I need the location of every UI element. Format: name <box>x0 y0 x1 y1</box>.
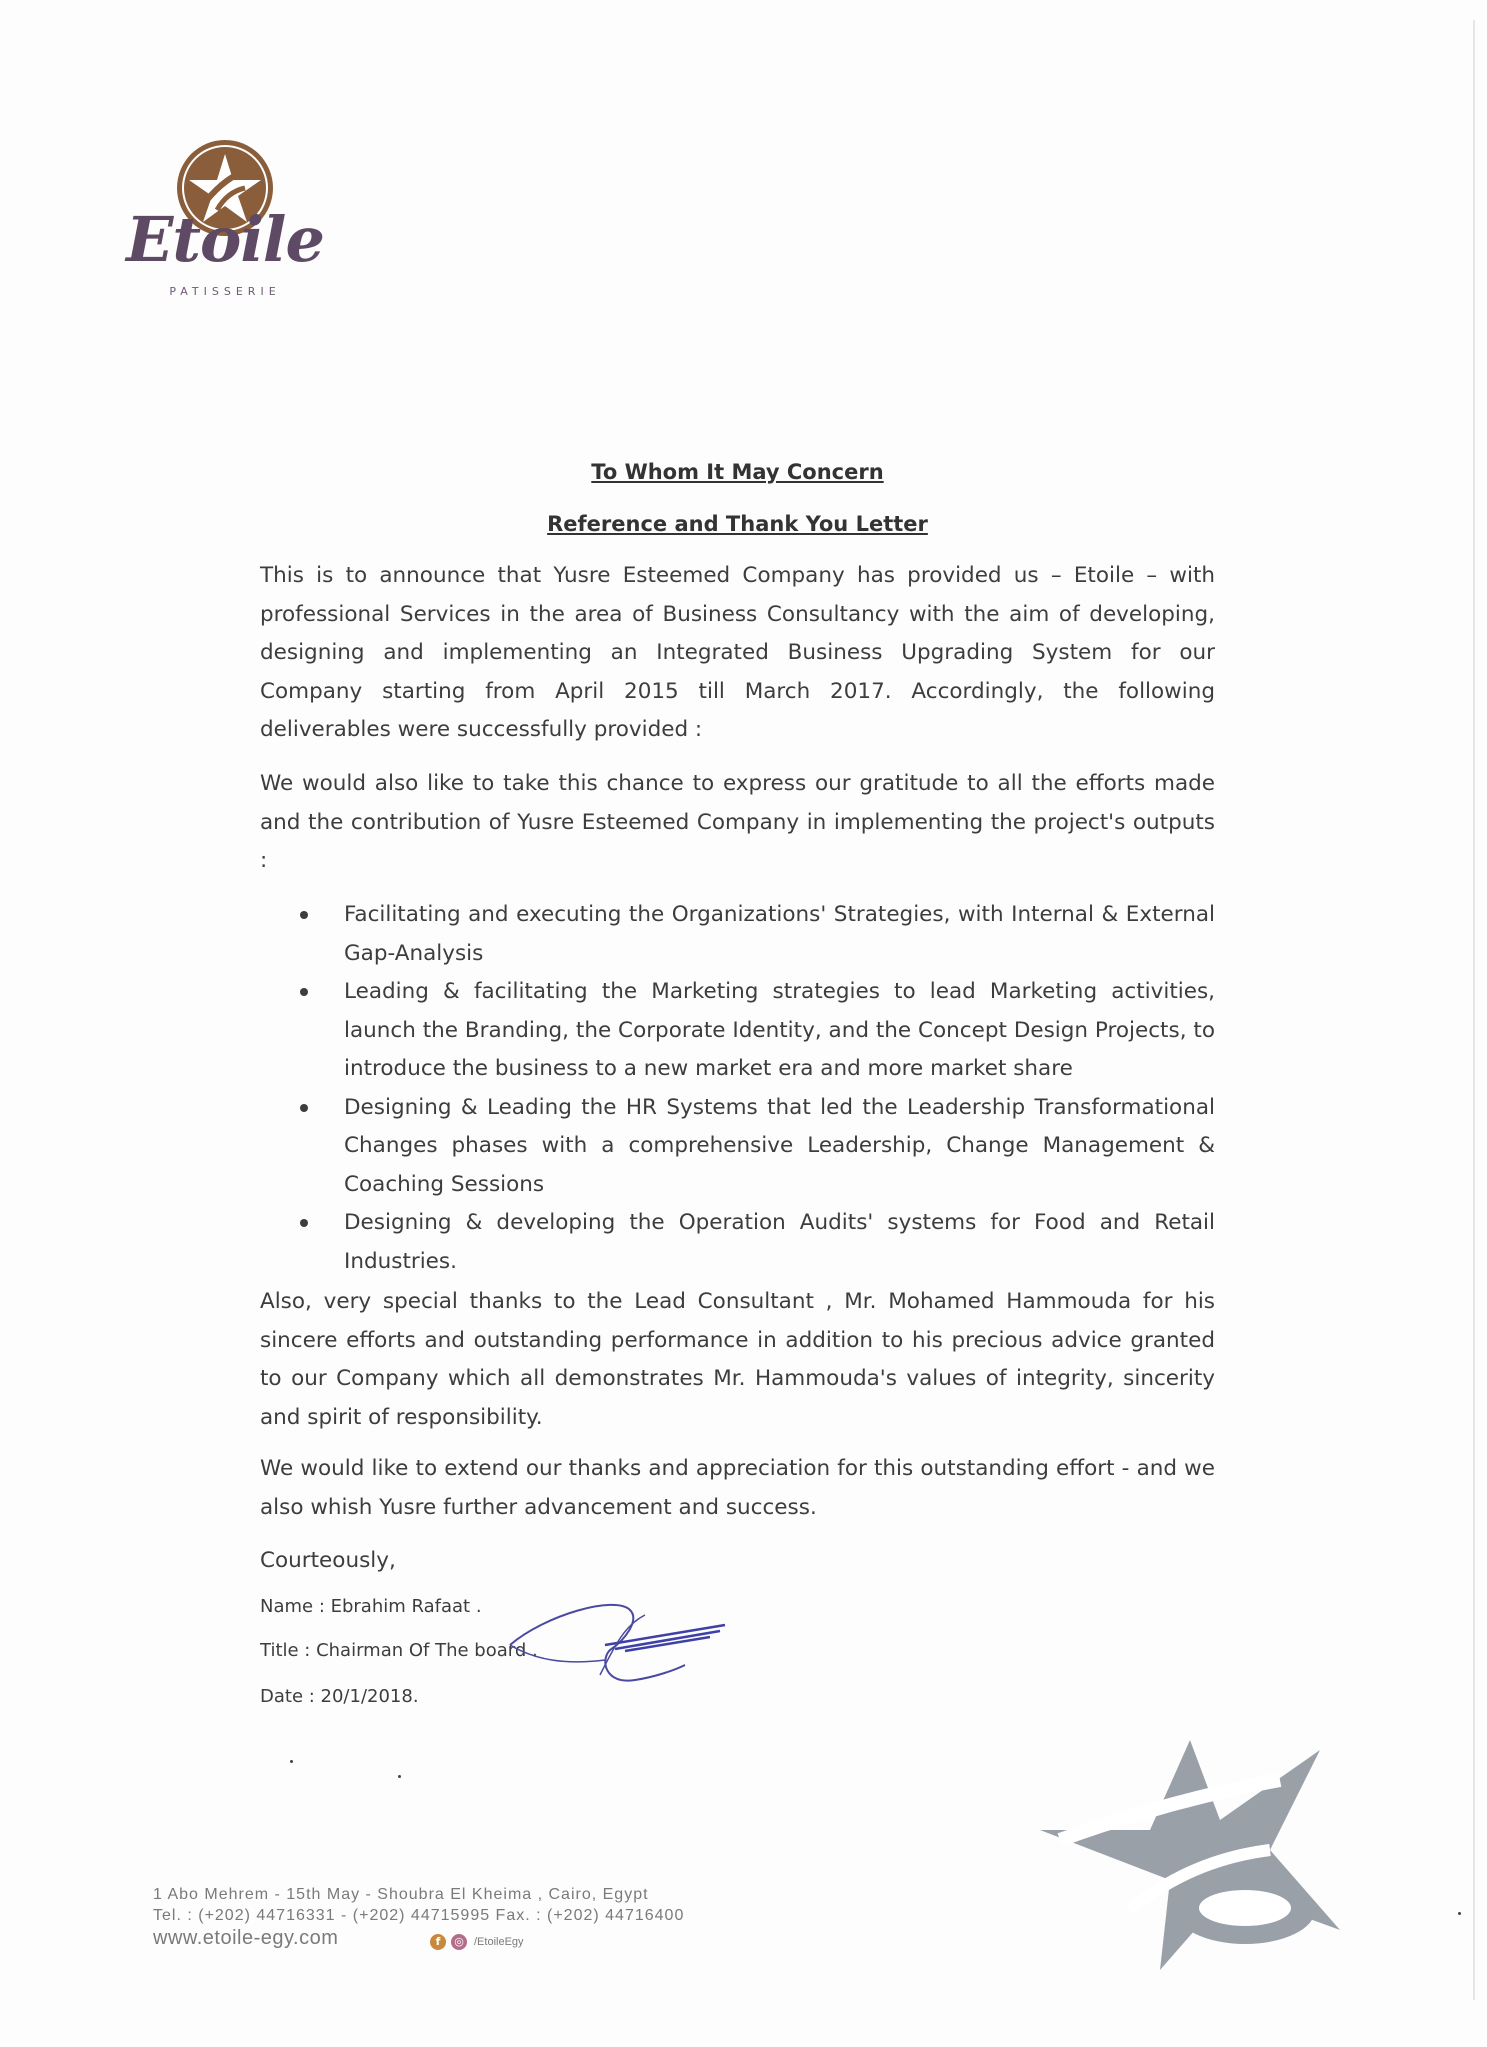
footer-social <box>430 1933 524 1951</box>
paragraph-appreciation: We would like to extend our thanks and appreciation for this outstanding effort - and we also whish Yusre further advancement and success. <box>260 1456 1215 1520</box>
paragraph-gratitude: We would also like to take this chance to express our gratitude to all the efforts made and the contribution of Yusre Esteemed Company in implementing the project's outputs : <box>260 771 1215 873</box>
footer-address: 1 Abo Mehrem - 15th May - Shoubra El Kheima , Cairo, Egypt <box>153 1886 649 1903</box>
handwritten-signature <box>505 1585 735 1705</box>
instagram-icon: ◎ <box>451 1934 467 1950</box>
logo-subtitle: PATISSERIE <box>169 285 281 298</box>
facebook-icon: f <box>430 1934 446 1950</box>
paragraph-thanks-consultant: Also, very special thanks to the Lead Consultant , Mr. Mohamed Hammouda for his sincere efforts and outstanding performance in addition to his precious advice granted to our Company which all demonstrates Mr. Hammouda's values of integrity, sincerity and spirit of responsibility. <box>260 1289 1215 1430</box>
list-item <box>260 896 1215 973</box>
bullet-icon <box>300 911 308 919</box>
list-item <box>260 1089 1215 1205</box>
deliverables-list <box>260 896 1215 1281</box>
closing-salutation: Courteously, <box>260 1548 396 1573</box>
etoile-logo <box>125 135 325 305</box>
signatory-name: Name : Ebrahim Rafaat . <box>260 1596 482 1617</box>
letter-heading: To Whom It May Concern <box>591 460 884 484</box>
list-item <box>260 973 1215 1089</box>
scan-speck <box>1458 1912 1461 1915</box>
social-handle: /EtoileEgy <box>474 1936 524 1948</box>
page-edge <box>1473 20 1475 2000</box>
footer-website: www.etoile-egy.com <box>153 1927 339 1949</box>
letter-date: Date : 20/1/2018. <box>260 1686 419 1707</box>
scan-speck <box>290 1760 293 1763</box>
paragraph-intro: This is to announce that Yusre Esteemed Company has provided us – Etoile – with professional Services in the area of Business Consultancy with the aim of developing, designing and implementing an Integrated Business Upgrading System for our Company starting from April 2015 till March 2017. Accordingly, the following deliverables were successfully provided : <box>260 563 1215 742</box>
list-item-text: Facilitating and executing the Organizations' Strategies, with Internal & External Gap-Analysis <box>344 902 1215 966</box>
logo-wordmark: Etoile <box>126 203 324 276</box>
footer-phones: Tel. : (+202) 44716331 - (+202) 44715995 Fax. : (+202) 44716400 <box>153 1907 685 1924</box>
list-item-text: Designing & Leading the HR Systems that led the Leadership Transformational Changes phases with a comprehensive Leadership, Change Management & Coaching Sessions <box>344 1094 1215 1197</box>
list-item-text: Designing & developing the Operation Audits' systems for Food and Retail Industries. <box>344 1210 1215 1274</box>
bullet-icon <box>300 1219 308 1227</box>
scan-speck <box>398 1775 401 1778</box>
star-watermark-icon <box>1020 1740 1360 1970</box>
bullet-icon <box>300 988 308 996</box>
list-item <box>260 1204 1215 1281</box>
letter-subheading: Reference and Thank You Letter <box>547 512 928 536</box>
bullet-icon <box>300 1104 308 1112</box>
signatory-title: Title : Chairman Of The board . <box>260 1640 538 1661</box>
list-item-text: Leading & facilitating the Marketing strategies to lead Marketing activities, launch the Branding, the Corporate Identity, and the Concept Design Projects, to introduce the business to a new market era and more market share <box>344 979 1215 1081</box>
